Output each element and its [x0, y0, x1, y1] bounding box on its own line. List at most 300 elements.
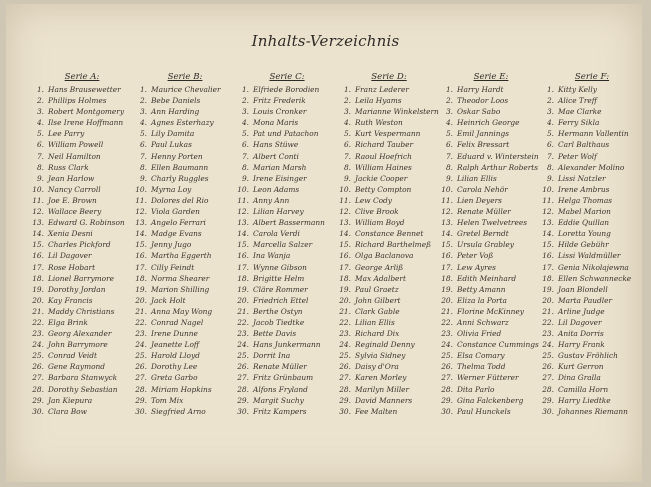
list-item	[131, 173, 239, 184]
item-name: Mona Maris	[253, 118, 299, 128]
item-name: Lien Deyers	[457, 195, 502, 205]
list-item	[131, 328, 239, 339]
list-item	[28, 151, 136, 162]
series-heading: Serie B:	[167, 72, 203, 82]
list-item	[28, 250, 136, 261]
list-item	[28, 284, 136, 295]
item-number: 17.	[32, 262, 44, 272]
series-column	[538, 71, 646, 417]
item-name: Russ Clark	[48, 162, 89, 172]
item-number: 4.	[36, 118, 44, 128]
item-number: 3.	[139, 107, 147, 117]
item-number: 10.	[32, 184, 44, 194]
item-name: John Barrymore	[48, 340, 108, 350]
list-item	[437, 295, 545, 306]
item-name: Irene Eisinger	[253, 173, 307, 183]
list-item	[233, 384, 341, 395]
item-number: 16.	[32, 251, 44, 261]
item-number: 7.	[36, 151, 44, 161]
item-name: Camilla Horn	[558, 384, 609, 394]
item-name: Irene Ambrus	[558, 184, 610, 194]
item-number: 19.	[32, 284, 44, 294]
list-item	[335, 317, 443, 328]
item-number: 23.	[135, 329, 147, 339]
item-number: 14.	[339, 229, 351, 239]
item-name: Louis Cronker	[253, 107, 307, 117]
list-item	[538, 84, 646, 95]
list-item	[437, 84, 545, 95]
item-number: 23.	[542, 329, 554, 339]
list-item	[437, 361, 545, 372]
item-name: Ralph Arthur Roberts	[457, 162, 539, 172]
list-item	[335, 328, 443, 339]
list-item	[131, 95, 239, 106]
item-name: Bette Davis	[253, 329, 297, 339]
list-item	[538, 284, 646, 295]
item-name: Harry Liedtke	[558, 395, 611, 405]
item-number: 20.	[542, 295, 554, 305]
list-item	[538, 195, 646, 206]
item-number: 11.	[339, 195, 351, 205]
list-item	[538, 306, 646, 317]
item-name: Lilian Ellis	[457, 173, 497, 183]
list-item	[131, 139, 239, 150]
item-name: Mae Clarke	[558, 107, 602, 117]
item-name: Pat und Patachon	[253, 129, 319, 139]
item-number: 2.	[36, 96, 44, 106]
item-number: 10.	[542, 184, 554, 194]
item-name: Berthe Ostyn	[253, 306, 303, 316]
list-item	[28, 306, 136, 317]
item-number: 9.	[241, 173, 249, 183]
item-name: Irene Dunne	[151, 329, 198, 339]
item-name: Nancy Carroll	[48, 184, 101, 194]
item-number: 6.	[546, 140, 554, 150]
item-number: 2.	[139, 96, 147, 106]
list-item	[233, 162, 341, 173]
item-number: 12.	[32, 207, 44, 217]
list-item	[28, 106, 136, 117]
item-number: 30.	[441, 406, 453, 416]
item-name: Charly Ruggles	[151, 173, 209, 183]
item-name: Ann Harding	[151, 107, 200, 117]
item-name: Max Adalbert	[355, 273, 406, 283]
item-name: Jean Harlow	[48, 173, 95, 183]
item-number: 5.	[445, 129, 453, 139]
list-item	[335, 195, 443, 206]
item-name: Dorothy Lee	[151, 362, 198, 372]
item-number: 2.	[546, 96, 554, 106]
item-name: Anni Schwarz	[457, 317, 509, 327]
item-number: 25.	[237, 351, 249, 361]
item-number: 10.	[441, 184, 453, 194]
item-number: 3.	[445, 107, 453, 117]
list-item	[437, 350, 545, 361]
list-item	[233, 262, 341, 273]
list-item	[131, 117, 239, 128]
item-name: Harold Lloyd	[151, 351, 200, 361]
item-number: 7.	[343, 151, 351, 161]
list-item	[538, 173, 646, 184]
list-item	[335, 128, 443, 139]
list-item	[131, 217, 239, 228]
item-name: Ina Wanja	[253, 251, 291, 261]
list-item	[233, 128, 341, 139]
list-item	[335, 173, 443, 184]
item-number: 1.	[546, 85, 554, 94]
item-name: Clara Bow	[48, 406, 87, 416]
list-item	[335, 306, 443, 317]
item-number: 6.	[36, 140, 44, 150]
item-name: Brigitte Helm	[253, 273, 305, 283]
item-number: 29.	[32, 395, 44, 405]
list-item	[233, 361, 341, 372]
item-name: Wallace Beery	[48, 207, 102, 217]
list-item	[437, 128, 545, 139]
list-item	[233, 284, 341, 295]
item-number: 22.	[135, 317, 147, 327]
list-item	[28, 361, 136, 372]
list-item	[538, 339, 646, 350]
item-name: Marian Marsh	[253, 162, 307, 172]
item-name: Ilse Irene Hoffmann	[48, 118, 124, 128]
list-item	[131, 317, 239, 328]
item-number: 26.	[135, 362, 147, 372]
item-number: 20.	[237, 295, 249, 305]
item-name: Ferry Sikla	[558, 118, 600, 128]
item-number: 17.	[135, 262, 147, 272]
list-item	[335, 84, 443, 95]
list-item	[233, 372, 341, 383]
item-name: Arline Judge	[558, 306, 605, 316]
series-column	[131, 71, 239, 417]
list-item	[335, 273, 443, 284]
list-item	[437, 262, 545, 273]
list-item	[538, 350, 646, 361]
list-item	[437, 95, 545, 106]
list-item	[538, 206, 646, 217]
item-number: 27.	[237, 373, 249, 383]
item-name: Jacob Tiedtke	[253, 317, 305, 327]
item-name: Daisy d'Ora	[355, 362, 399, 372]
item-name: Harry Hardt	[457, 85, 504, 94]
item-number: 13.	[441, 218, 453, 228]
list-item	[538, 117, 646, 128]
item-name: Phillips Holmes	[48, 96, 107, 106]
item-name: Renate Müller	[253, 362, 307, 372]
item-number: 22.	[237, 317, 249, 327]
item-number: 14.	[32, 229, 44, 239]
item-number: 29.	[339, 395, 351, 405]
list-item	[437, 239, 545, 250]
item-number: 26.	[32, 362, 44, 372]
list-item	[335, 139, 443, 150]
item-name: Elsa Comary	[457, 351, 505, 361]
item-number: 10.	[237, 184, 249, 194]
list-item	[335, 361, 443, 372]
item-name: Hans Junkermann	[253, 340, 321, 350]
item-name: Tom Mix	[151, 395, 184, 405]
list-item	[28, 195, 136, 206]
list-item	[131, 361, 239, 372]
item-name: Fritz Frederik	[253, 96, 306, 106]
list-item	[28, 239, 136, 250]
item-number: 8.	[546, 162, 554, 172]
list-item	[28, 406, 136, 417]
item-name: Raoul Hoefrich	[355, 151, 412, 161]
item-name: Paul Graetz	[355, 284, 399, 294]
item-number: 30.	[542, 406, 554, 416]
item-number: 4.	[241, 118, 249, 128]
list-item	[538, 361, 646, 372]
item-name: Elga Brink	[48, 317, 88, 327]
item-name: Fee Malten	[355, 406, 398, 416]
list-item	[131, 384, 239, 395]
item-name: Jackie Cooper	[355, 173, 408, 183]
item-number: 5.	[343, 129, 351, 139]
series-heading: Serie F:	[574, 72, 610, 82]
item-number: 25.	[135, 351, 147, 361]
item-number: 29.	[237, 395, 249, 405]
item-name: Fritz Kampers	[253, 406, 307, 416]
item-name: Cilly Feindt	[151, 262, 195, 272]
list-item	[233, 406, 341, 417]
item-number: 25.	[339, 351, 351, 361]
list-item	[131, 250, 239, 261]
list-item	[335, 250, 443, 261]
item-number: 29.	[135, 395, 147, 405]
item-name: Martha Eggerth	[151, 251, 212, 261]
list-item	[538, 162, 646, 173]
item-name: Albert Conti	[253, 151, 299, 161]
list-item	[131, 84, 239, 95]
list-item	[131, 128, 239, 139]
item-name: William Haines	[355, 162, 412, 172]
item-name: Marion Shilling	[151, 284, 210, 294]
list-item	[131, 151, 239, 162]
item-number: 11.	[32, 195, 44, 205]
item-number: 20.	[339, 295, 351, 305]
item-number: 18.	[135, 273, 147, 283]
item-number: 27.	[339, 373, 351, 383]
item-name: Richard Dix	[355, 329, 400, 339]
item-name: Eddie Quillan	[558, 218, 610, 228]
item-number: 10.	[339, 184, 351, 194]
list-item	[233, 295, 341, 306]
list-item	[437, 195, 545, 206]
item-name: Eliza la Porta	[457, 295, 507, 305]
item-number: 30.	[32, 406, 44, 416]
item-number: 16.	[237, 251, 249, 261]
list-item	[28, 262, 136, 273]
list-item	[28, 84, 136, 95]
list-item	[233, 95, 341, 106]
list-item	[335, 239, 443, 250]
item-number: 1.	[241, 85, 249, 94]
list-item	[335, 184, 443, 195]
list-item	[437, 106, 545, 117]
item-name: George Arliß	[355, 262, 404, 272]
item-number: 21.	[237, 306, 249, 316]
item-name: Helen Twelvetrees	[457, 218, 527, 228]
item-name: Myrna Loy	[151, 184, 192, 194]
item-number: 11.	[237, 195, 249, 205]
item-number: 4.	[445, 118, 453, 128]
list-item	[131, 284, 239, 295]
item-name: Betty Compton	[355, 184, 412, 194]
item-name: Marcella Salzer	[253, 240, 313, 250]
item-name: Jenny Jugo	[151, 240, 192, 250]
item-name: Kitty Kelly	[558, 85, 597, 94]
item-name: Xenia Desni	[48, 229, 93, 239]
list-item	[437, 151, 545, 162]
list-item	[437, 184, 545, 195]
list-item	[233, 206, 341, 217]
item-number: 28.	[237, 384, 249, 394]
item-name: Kurt Gerron	[558, 362, 604, 372]
item-number: 4.	[546, 118, 554, 128]
item-name: Maurice Chevalier	[151, 85, 221, 94]
list-item	[131, 228, 239, 239]
item-number: 16.	[542, 251, 554, 261]
list-item	[538, 317, 646, 328]
list-item	[233, 250, 341, 261]
item-name: Florine McKinney	[457, 306, 524, 316]
item-number: 8.	[445, 162, 453, 172]
item-name: Viola Garden	[151, 207, 200, 217]
item-number: 23.	[441, 329, 453, 339]
item-name: Ellen Schwannecke	[558, 273, 632, 283]
item-name: Olga Baclanova	[355, 251, 414, 261]
list-item	[131, 239, 239, 250]
item-name: Marta Paudler	[558, 295, 613, 305]
item-name: Constance Cummings	[457, 340, 539, 350]
item-number: 8.	[343, 162, 351, 172]
list-item	[335, 151, 443, 162]
item-number: 28.	[441, 384, 453, 394]
list-item	[538, 262, 646, 273]
item-number: 19.	[135, 284, 147, 294]
item-name: Sylvia Sidney	[355, 351, 406, 361]
item-number: 7.	[445, 151, 453, 161]
item-number: 22.	[32, 317, 44, 327]
item-name: Norma Shearer	[151, 273, 210, 283]
list-item	[28, 328, 136, 339]
item-name: Lew Ayres	[457, 262, 496, 272]
list-item	[233, 117, 341, 128]
item-name: Eduard v. Winterstein	[457, 151, 539, 161]
item-number: 19.	[339, 284, 351, 294]
item-name: Fritz Grünbaum	[253, 373, 314, 383]
item-name: Thelma Todd	[457, 362, 506, 372]
item-name: Charles Pickford	[48, 240, 111, 250]
item-number: 23.	[339, 329, 351, 339]
item-number: 9.	[139, 173, 147, 183]
item-name: Lilian Ellis	[355, 317, 395, 327]
item-number: 15.	[135, 240, 147, 250]
item-name: David Manners	[355, 395, 413, 405]
item-number: 28.	[542, 384, 554, 394]
item-number: 18.	[542, 273, 554, 283]
item-number: 13.	[32, 218, 44, 228]
item-number: 26.	[237, 362, 249, 372]
item-number: 15.	[542, 240, 554, 250]
list-item	[538, 239, 646, 250]
item-number: 24.	[135, 340, 147, 350]
item-name: Maddy Christians	[48, 306, 115, 316]
item-number: 19.	[542, 284, 554, 294]
item-name: Edward G. Robinson	[48, 218, 125, 228]
item-name: Neil Hamilton	[48, 151, 101, 161]
list-item	[233, 195, 341, 206]
list-item	[233, 395, 341, 406]
list-item	[335, 295, 443, 306]
item-number: 7.	[546, 151, 554, 161]
item-number: 3.	[546, 107, 554, 117]
item-number: 29.	[542, 395, 554, 405]
item-name: Jack Holt	[151, 295, 186, 305]
list-item	[233, 328, 341, 339]
item-number: 5.	[546, 129, 554, 139]
item-name: Gustav Fröhlich	[558, 351, 618, 361]
list-item	[538, 128, 646, 139]
list-item	[233, 317, 341, 328]
list-item	[233, 306, 341, 317]
list-item	[131, 395, 239, 406]
list-item	[538, 372, 646, 383]
item-name: Jeanette Loff	[151, 340, 200, 350]
item-name: Clive Brook	[355, 207, 399, 217]
list-item	[538, 139, 646, 150]
list-item	[538, 406, 646, 417]
item-number: 15.	[237, 240, 249, 250]
item-number: 28.	[339, 384, 351, 394]
item-number: 21.	[542, 306, 554, 316]
item-number: 5.	[139, 129, 147, 139]
list-item	[538, 395, 646, 406]
item-number: 18.	[339, 273, 351, 283]
item-name: Genia Nikolajewna	[558, 262, 629, 272]
list-item	[233, 151, 341, 162]
list-item	[437, 384, 545, 395]
item-number: 12.	[135, 207, 147, 217]
item-number: 29.	[441, 395, 453, 405]
item-number: 14.	[237, 229, 249, 239]
item-number: 14.	[135, 229, 147, 239]
item-number: 6.	[445, 140, 453, 150]
item-number: 22.	[542, 317, 554, 327]
item-name: Leon Adams	[253, 184, 300, 194]
item-number: 1.	[139, 85, 147, 94]
item-number: 11.	[135, 195, 147, 205]
list-item	[538, 250, 646, 261]
item-number: 13.	[542, 218, 554, 228]
list-item	[437, 162, 545, 173]
list-item	[538, 95, 646, 106]
series-heading: Serie D:	[371, 72, 407, 82]
list-item	[233, 239, 341, 250]
item-number: 17.	[542, 262, 554, 272]
item-number: 19.	[237, 284, 249, 294]
list-item	[28, 228, 136, 239]
item-name: Jan Kiepura	[48, 395, 93, 405]
list-item	[28, 217, 136, 228]
list-item	[335, 206, 443, 217]
item-name: Hans Stüwe	[253, 140, 299, 150]
list-item	[131, 106, 239, 117]
list-item	[335, 339, 443, 350]
list-item	[538, 184, 646, 195]
